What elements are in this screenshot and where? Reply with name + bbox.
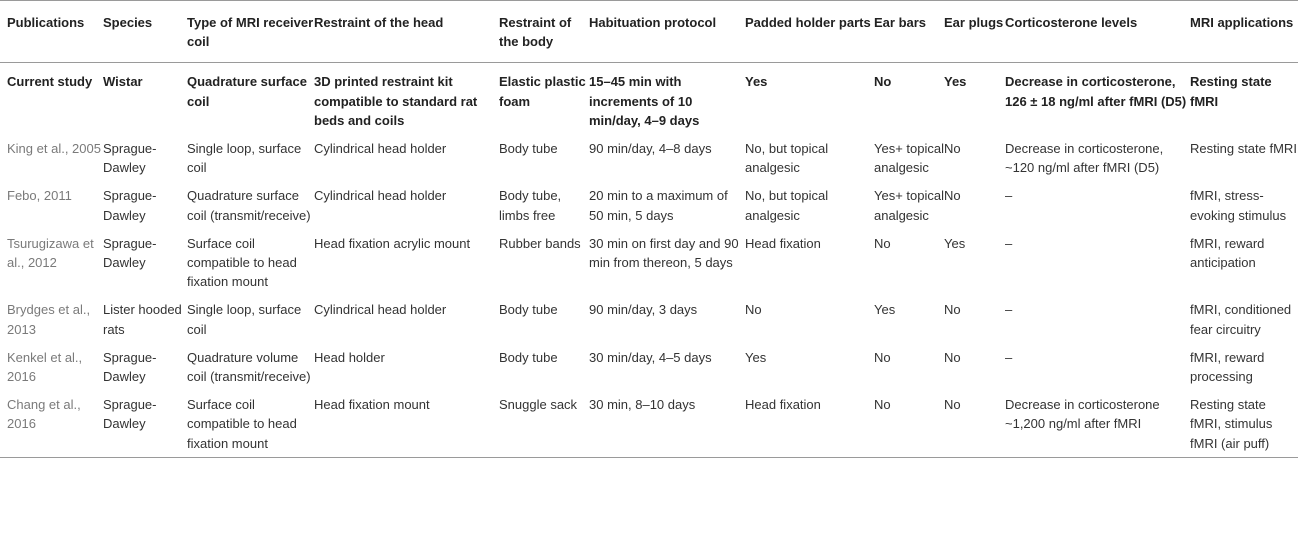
cell-publication: Brydges et al., 2013	[7, 302, 91, 337]
cell-head-restraint: Head holder	[314, 349, 385, 365]
cell-ear-plugs: Yes	[944, 74, 967, 90]
cell-padded-parts: Head fixation	[745, 235, 821, 251]
cell-coil: Quadrature surface coil	[187, 74, 307, 109]
cell-padded-parts: No, but topical analgesic	[745, 188, 829, 223]
cell-corticosterone: Decrease in corticosterone, 126 ± 18 ng/ml after fMRI (D5)	[1005, 74, 1187, 109]
cell-ear-bars: Yes+ topical analgesic	[874, 188, 944, 223]
cell-species: Sprague-Dawley	[103, 141, 157, 176]
cell-habituation: 90 min/day, 4–8 days	[589, 141, 712, 157]
table-row	[0, 389, 1298, 457]
table-row	[0, 133, 1298, 180]
header-ear-plugs: Ear plugs	[944, 1, 1005, 63]
table-row	[0, 342, 1298, 389]
cell-corticosterone: –	[1005, 302, 1013, 318]
header-publications: Publications	[0, 1, 103, 63]
cell-mri-applications: Resting state fMRI, stimulus fMRI (air puff)	[1190, 389, 1298, 457]
cell-ear-plugs: No	[944, 349, 961, 365]
cell-ear-bars: No	[874, 74, 892, 90]
cell-head-restraint: Cylindrical head holder	[314, 141, 447, 157]
header-corticosterone: Corticosterone levels	[1005, 1, 1190, 63]
cell-coil: Quadrature volume coil (transmit/receive)	[187, 349, 311, 385]
cell-corticosterone: –	[1005, 349, 1013, 365]
cell-corticosterone: –	[1005, 235, 1013, 251]
cell-mri-applications: fMRI, reward processing	[1190, 349, 1265, 385]
header-body-restraint: Restraint of the body	[499, 1, 589, 63]
cell-mri-applications: Resting state fMRI	[1190, 74, 1272, 109]
table-row	[0, 294, 1298, 341]
cell-coil: Single loop, surface coil	[187, 302, 302, 337]
table-row	[0, 63, 1298, 133]
cell-ear-plugs: No	[944, 302, 961, 318]
cell-coil: Quadrature surface coil (transmit/receive)	[187, 188, 311, 223]
cell-publication: Current study	[7, 74, 93, 90]
cell-species: Sprague-Dawley	[103, 235, 157, 271]
header-ear-bars: Ear bars	[874, 1, 944, 63]
cell-publication: King et al., 2005	[7, 141, 101, 157]
header-coil: Type of MRI receiver coil	[187, 1, 314, 63]
cell-padded-parts: No	[745, 302, 762, 318]
header-head-restraint: Restraint of the head	[314, 1, 499, 63]
cell-ear-bars: Yes	[874, 302, 896, 318]
cell-mri-applications: fMRI, stress-evoking stimulus	[1190, 188, 1287, 223]
cell-body-restraint: Body tube	[499, 349, 558, 365]
cell-mri-applications: Resting state fMRI	[1190, 141, 1297, 157]
cell-body-restraint: Body tube, limbs free	[499, 188, 562, 223]
cell-body-restraint: Elastic plastic foam	[499, 74, 586, 109]
cell-habituation: 20 min to a maximum of 50 min, 5 days	[589, 188, 728, 223]
cell-publication: Chang et al., 2016	[0, 389, 103, 457]
cell-publication: Febo, 2011	[7, 188, 72, 204]
cell-corticosterone: –	[1005, 188, 1013, 204]
cell-body-restraint: Body tube	[499, 141, 558, 157]
cell-coil: Surface coil compatible to head fixation mount	[187, 235, 297, 290]
cell-habituation: 30 min/day, 4–5 days	[589, 349, 712, 365]
cell-padded-parts: Head fixation	[745, 389, 874, 457]
cell-species: Sprague-Dawley	[103, 389, 187, 457]
cell-head-restraint: Cylindrical head holder	[314, 302, 447, 318]
cell-ear-plugs: No	[944, 188, 961, 204]
cell-habituation: 90 min/day, 3 days	[589, 302, 698, 318]
cell-mri-applications: fMRI, conditioned fear circuitry	[1190, 302, 1292, 337]
cell-padded-parts: No, but topical analgesic	[745, 141, 829, 176]
cell-species: Sprague-Dawley	[103, 188, 157, 223]
cell-species: Wistar	[103, 74, 143, 90]
header-row	[0, 1, 1298, 63]
cell-ear-bars: No	[874, 235, 891, 251]
cell-head-restraint: Cylindrical head holder	[314, 188, 447, 204]
cell-head-restraint: 3D printed restraint kit compatible to standard rat beds and coils	[314, 74, 478, 128]
cell-ear-plugs: No	[944, 389, 1005, 457]
cell-padded-parts: Yes	[745, 74, 768, 90]
cell-head-restraint: Head fixation mount	[314, 389, 499, 457]
cell-ear-plugs: No	[944, 141, 961, 157]
header-mri-applications: MRI applications	[1190, 1, 1298, 63]
cell-habituation: 15–45 min with increments of 10 min/day, 4–9 days	[589, 74, 700, 128]
table-row	[0, 180, 1298, 227]
header-padded-parts: Padded holder parts	[745, 1, 874, 63]
cell-body-restraint: Rubber bands	[499, 235, 581, 251]
cell-head-restraint: Head fixation acrylic mount	[314, 235, 471, 251]
cell-padded-parts: Yes	[745, 349, 767, 365]
cell-species: Lister hooded rats	[103, 302, 182, 337]
cell-ear-bars: Yes+ topical analgesic	[874, 141, 944, 176]
cell-mri-applications: fMRI, reward anticipation	[1190, 235, 1265, 271]
cell-coil: Surface coil compatible to head fixation mount	[187, 389, 314, 457]
cell-species: Sprague-Dawley	[103, 349, 157, 385]
cell-coil: Single loop, surface coil	[187, 141, 302, 176]
cell-habituation: 30 min on first day and 90 min from thereon, 5 days	[589, 235, 739, 271]
cell-publication: Kenkel et al., 2016	[7, 349, 83, 385]
cell-habituation: 30 min, 8–10 days	[589, 389, 745, 457]
cell-body-restraint: Snuggle sack	[499, 389, 589, 457]
cell-ear-plugs: Yes	[944, 235, 966, 251]
cell-body-restraint: Body tube	[499, 302, 558, 318]
header-species: Species	[103, 1, 187, 63]
cell-corticosterone: Decrease in corticosterone, ~120 ng/ml after fMRI (D5)	[1005, 141, 1164, 176]
cell-publication: Tsurugizawa et al., 2012	[7, 235, 94, 271]
cell-ear-bars: No	[874, 349, 891, 365]
header-habituation: Habituation protocol	[589, 1, 745, 63]
table-row	[0, 228, 1298, 295]
cell-corticosterone: Decrease in corticosterone ~1,200 ng/ml after fMRI	[1005, 389, 1190, 457]
cell-ear-bars: No	[874, 389, 944, 457]
